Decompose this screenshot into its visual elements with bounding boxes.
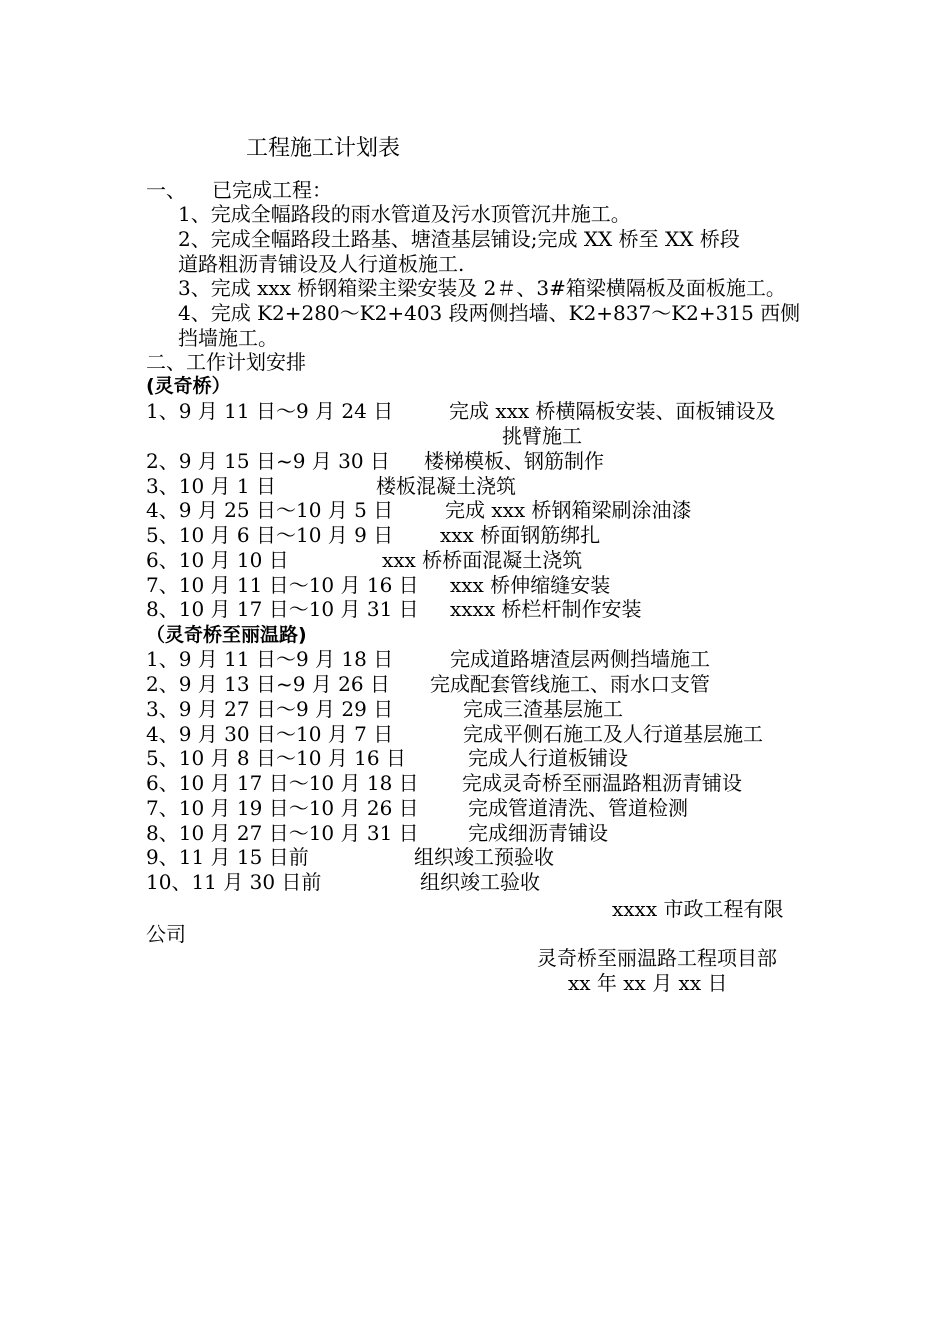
schedule-date: 2、9 月 15 日~9 月 30 日 xyxy=(146,449,390,473)
document-title: 工程施工计划表 xyxy=(246,136,401,161)
schedule-task: 组织竣工验收 xyxy=(420,870,540,894)
schedule-date: 6、10 月 10 日 xyxy=(146,548,289,572)
schedule-task: 组织竣工预验收 xyxy=(414,845,554,869)
schedule-task: xxx 桥伸缩缝安装 xyxy=(450,573,611,597)
completed-item: 3、完成 xxx 桥钢箱梁主梁安装及 2＃、3#箱梁横隔板及面板施工。 xyxy=(178,276,786,300)
group-heading: (灵奇桥） xyxy=(146,375,231,397)
schedule-task-continued: 挑臂施工 xyxy=(502,424,582,448)
schedule-date: 9、11 月 15 日前 xyxy=(146,845,309,869)
signature-company: xxxx 市政工程有限 xyxy=(612,897,784,921)
schedule-date: 4、9 月 25 日～10 月 5 日 xyxy=(146,498,394,522)
schedule-date: 2、9 月 13 日~9 月 26 日 xyxy=(146,672,390,696)
signature-company-continued: 公司 xyxy=(146,922,186,946)
schedule-task: 完成细沥青铺设 xyxy=(468,821,608,845)
schedule-task: 完成管道清洗、管道检测 xyxy=(468,796,688,820)
schedule-date: 4、9 月 30 日～10 月 7 日 xyxy=(146,722,394,746)
schedule-date: 7、10 月 19 日～10 月 26 日 xyxy=(146,796,419,820)
schedule-task: xxxx 桥栏杆制作安装 xyxy=(450,597,642,621)
completed-item: 4、完成 K2+280～K2+403 段两侧挡墙、K2+837～K2+315 西侧 xyxy=(178,301,801,325)
schedule-date: 8、10 月 27 日～10 月 31 日 xyxy=(146,821,419,845)
completed-item: 2、完成全幅路段土路基、塘渣基层铺设;完成 XX 桥至 XX 桥段 xyxy=(178,227,740,251)
schedule-task: 完成平侧石施工及人行道基层施工 xyxy=(463,722,763,746)
section-2-heading: 二、工作计划安排 xyxy=(146,350,306,374)
schedule-date: 3、10 月 1 日 xyxy=(146,474,276,498)
schedule-task: 完成 xxx 桥横隔板安装、面板铺设及 xyxy=(449,399,776,423)
schedule-date: 3、9 月 27 日～9 月 29 日 xyxy=(146,697,394,721)
schedule-date: 8、10 月 17 日～10 月 31 日 xyxy=(146,597,419,621)
schedule-date: 7、10 月 11 日～10 月 16 日 xyxy=(146,573,419,597)
schedule-task: xxx 桥桥面混凝土浇筑 xyxy=(382,548,583,572)
section-1-number: 一、 xyxy=(146,178,186,202)
schedule-date: 5、10 月 6 日～10 月 9 日 xyxy=(146,523,394,547)
schedule-task: 楼板混凝土浇筑 xyxy=(376,474,516,498)
schedule-date: 1、9 月 11 日～9 月 24 日 xyxy=(146,399,394,423)
section-1-heading: 已完成工程： xyxy=(212,178,332,202)
group-heading: （灵奇桥至丽温路) xyxy=(146,624,307,646)
schedule-task: 完成 xxx 桥钢箱梁刷涂油漆 xyxy=(445,498,692,522)
schedule-task: 楼梯模板、钢筋制作 xyxy=(424,449,604,473)
schedule-task: xxx 桥面钢筋绑扎 xyxy=(440,523,601,547)
signature-date: xx 年 xx 月 xx 日 xyxy=(568,971,728,995)
completed-item: 1、完成全幅路段的雨水管道及污水顶管沉井施工。 xyxy=(178,202,631,226)
signature-department: 灵奇桥至丽温路工程项目部 xyxy=(537,946,777,970)
schedule-date: 10、11 月 30 日前 xyxy=(146,870,322,894)
schedule-date: 6、10 月 17 日～10 月 18 日 xyxy=(146,771,419,795)
schedule-date: 5、10 月 8 日～10 月 16 日 xyxy=(146,746,406,770)
schedule-task: 完成三渣基层施工 xyxy=(463,697,623,721)
schedule-task: 完成人行道板铺设 xyxy=(468,746,628,770)
schedule-task: 完成道路塘渣层两侧挡墙施工 xyxy=(450,647,710,671)
completed-item-continued: 挡墙施工。 xyxy=(178,326,278,350)
schedule-task: 完成灵奇桥至丽温路粗沥青铺设 xyxy=(462,771,742,795)
completed-item-continued: 道路粗沥青铺设及人行道板施工. xyxy=(178,252,465,276)
schedule-task: 完成配套管线施工、雨水口支管 xyxy=(430,672,710,696)
schedule-date: 1、9 月 11 日～9 月 18 日 xyxy=(146,647,394,671)
